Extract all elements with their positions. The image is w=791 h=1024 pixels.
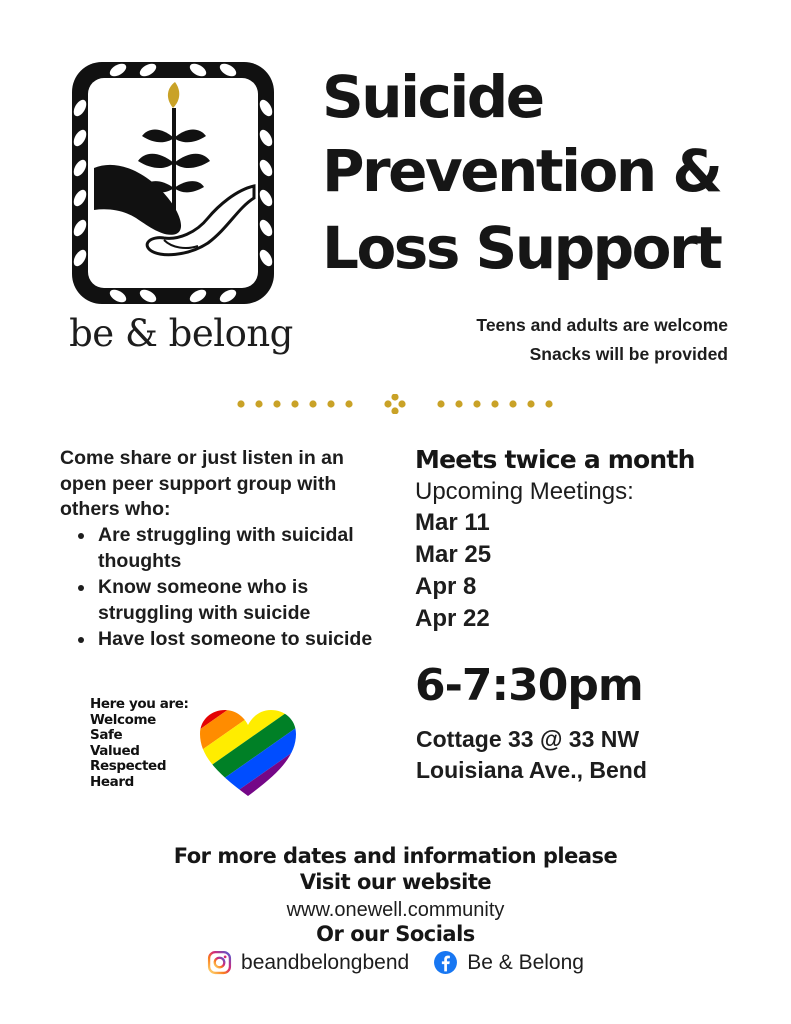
more-info-line-2: Visit our website	[299, 870, 492, 894]
list-item: Are struggling with suicidal thoughts	[98, 523, 408, 574]
instagram-link[interactable]	[207, 950, 409, 975]
intro-text: Come share or just listen in an open peer support group with others who:	[60, 447, 344, 520]
social-links	[0, 950, 791, 975]
list-item: Know someone who is struggling with suicide	[98, 575, 408, 626]
meeting-date: Apr 22	[415, 605, 490, 632]
title-line-2: Prevention &	[322, 137, 721, 205]
list-item: Safe	[90, 727, 123, 743]
meeting-date: Apr 8	[415, 573, 477, 600]
more-info-line-1: For more dates and information please	[173, 844, 618, 868]
snacks-line: Snacks will be provided	[529, 344, 728, 364]
upcoming-meetings-label: Upcoming Meetings:	[415, 478, 634, 505]
location-line-1: Cottage 33 @ 33 NW	[416, 726, 640, 752]
instagram-handle: beandbelongbend	[241, 950, 410, 974]
facebook-icon	[433, 950, 458, 975]
list-item: Respected	[90, 758, 167, 774]
list-item: Heard	[90, 773, 134, 790]
hands-with-sprout-icon	[68, 58, 278, 308]
meeting-date: Mar 25	[415, 541, 492, 568]
facebook-link[interactable]	[433, 950, 584, 975]
welcome-line: Teens and adults are welcome	[476, 315, 728, 335]
meeting-time: 6-7:30pm	[415, 660, 643, 711]
list-item: Have lost someone to suicide	[98, 627, 408, 653]
title-line-1: Suicide	[322, 63, 543, 131]
here-you-are-heading: Here you are:	[90, 696, 189, 712]
here-you-are-list	[90, 697, 188, 790]
dotted-divider	[235, 394, 555, 414]
instagram-icon	[207, 950, 232, 975]
list-item: Welcome	[90, 711, 156, 728]
location-line-2: Louisiana Ave., Bend	[416, 757, 647, 783]
logo-wordmark: be & belong	[69, 312, 293, 355]
socials-label: Or our Socials	[316, 922, 475, 946]
meeting-dates-list	[415, 507, 491, 635]
meeting-date: Mar 11	[415, 509, 490, 536]
progress-pride-heart-icon	[198, 708, 298, 798]
list-item: Valued	[90, 742, 140, 759]
meeting-frequency: Meets twice a month	[415, 445, 695, 474]
title-line-3: Loss Support	[322, 214, 721, 282]
facebook-handle: Be & Belong	[467, 950, 584, 974]
criteria-list	[98, 523, 408, 654]
website-link[interactable]: www.onewell.community	[286, 899, 505, 921]
